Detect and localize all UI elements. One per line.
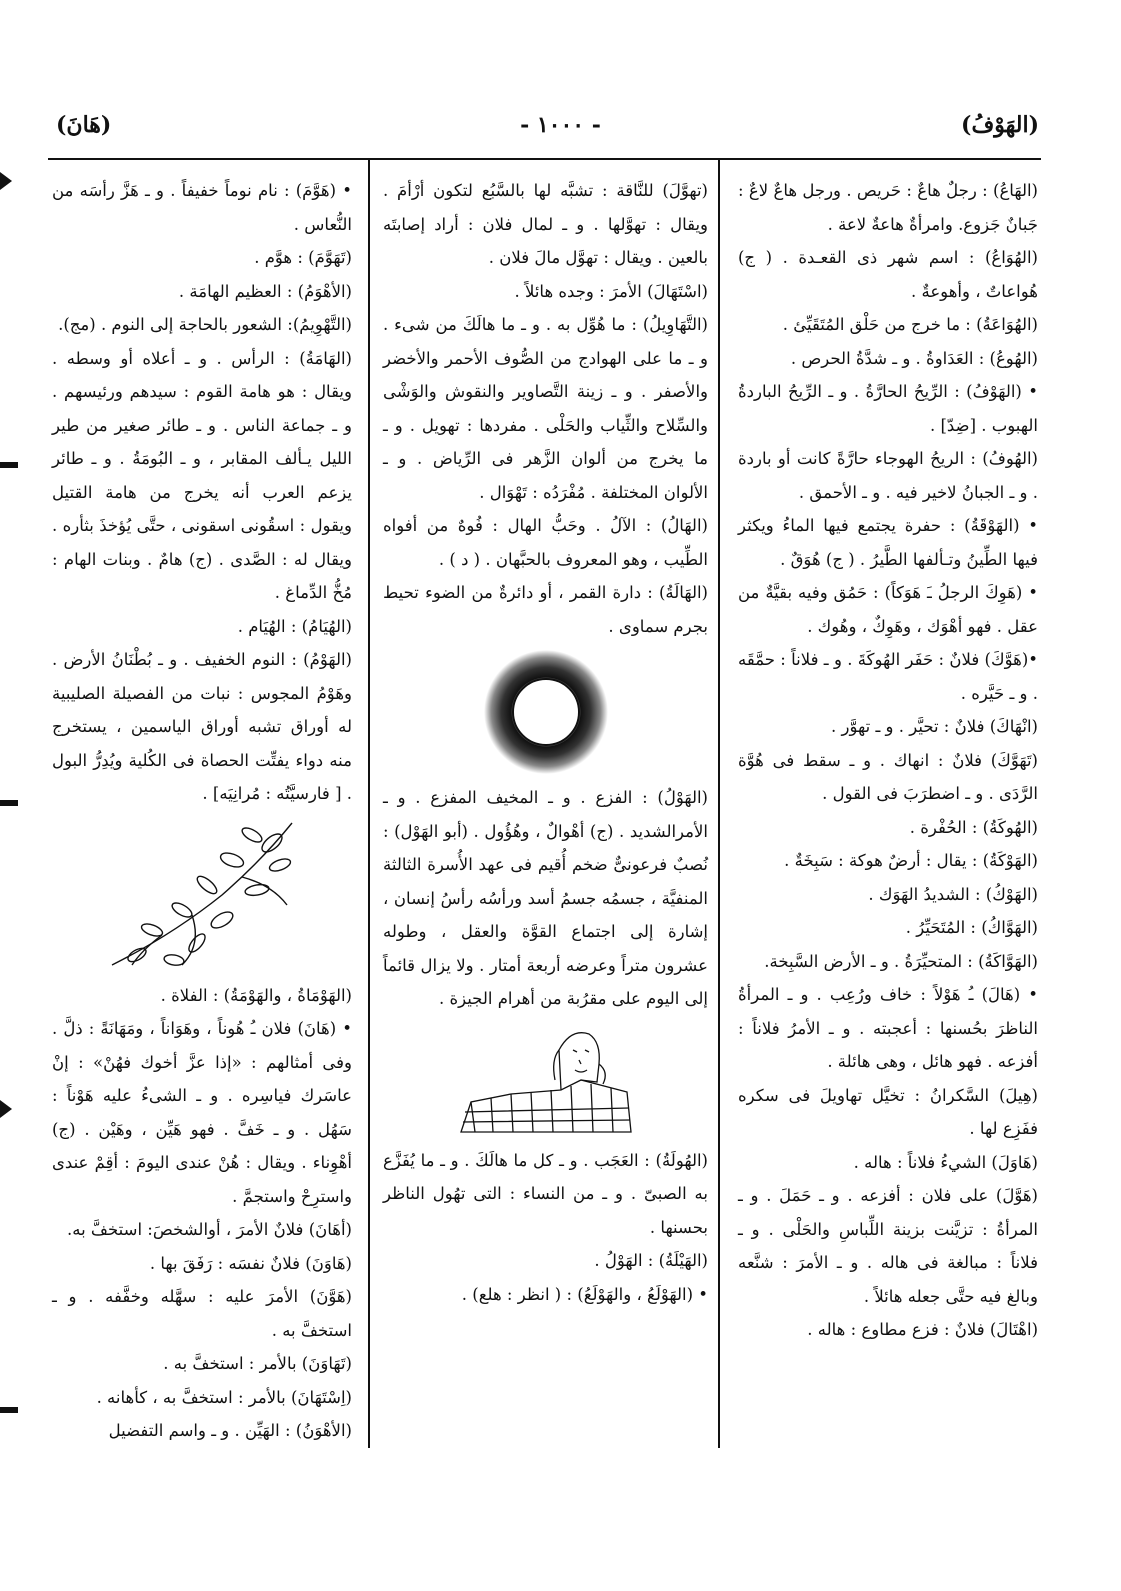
left-column — [52, 174, 352, 1448]
entry: (الهَوْكَةُ) : يقال : أرضٌ هوكة : سَبِخَةٌ . — [784, 851, 1038, 870]
entry: (هَاوَنَ) فلانٌ نفسَه : رَفَقَ بها . — [149, 1253, 352, 1273]
entry: (تَهَوَّكَ) فلانٌ : انهاك . و ـ سقط فى هُوَّة الرَّدَى . و ـ اضطرَبَ فى القول . — [738, 750, 1038, 803]
entry: (الهَوَّاكُ) : المُتَحَيِّرُ . — [905, 918, 1038, 937]
header-entry-right: (الهَوْفُ) — [961, 112, 1039, 138]
entry: (الهُوعُ) : العَدَاوةُ . و ـ شدَّةُ الحرص . — [790, 348, 1038, 368]
header-rule — [48, 158, 1041, 160]
entry: (اِسْتَهَانَ) بالأمر : استخفَّ به ، كأهانه . — [96, 1387, 352, 1407]
entry: (تَهَاوَنَ) بالأمر : استخفَّ به . — [163, 1354, 352, 1373]
entry: (الهَاعُ) : رجلٌ هاعٌ : حَريص . ورجل هاعٌ لاعٌ : جَبانٌ جَزوع. وامرأةٌ هاعةٌ لاعة . — [738, 181, 1038, 234]
page-number: - ١٠٠٠ - — [520, 112, 601, 138]
entry: (الهُوَاعُ) : اسم شهر ذى القعـدة . ( ج) هُواعاتٌ ، وأهوعةٌ . — [738, 248, 1038, 301]
column-divider-right — [718, 158, 720, 1448]
entry: (الأهْوَنُ) : الهَيِّن . و ـ واسم التفضيل — [108, 1421, 352, 1440]
entry: • (هَانَ) فلان ـُ هُوناً ، وهَوَاناً ، ومَهَانَةً : ذلَّ . وفى أمثالهم : «إذا عزَّ أخوك فهُنْ» : إنْ عاسَرك فياسِره . و ـ الشىءُ عليه هَوْناً : سَهُل . و ـ خَفَّ . فهو هَيِّن ، وهَيْن . (ج) أهْوِناء . ويقال : هُنْ عندى اليومَ : أقِمْ عندى واسترِحْ واستجمَّ . — [52, 1019, 352, 1206]
entry: (اسْتَهَالَ) الأمرَ : وجده هائلاً . — [514, 281, 708, 301]
entry: (هَوَّلَ) على فلان : أفزعه . و ـ حَمَلَ . و ـ المرأةُ : تزيَّنت بزينة اللِّباسِ والحَلْى . و ـ فلاناً : مبالغة فى هاله . و ـ الأمرَ : شنَّعه وبالغ فيه حتَّى جعله هائلاً . — [738, 1186, 1038, 1306]
entry: (الهُيَامُ) : الهُيَام . — [237, 616, 352, 636]
entry: (تَهَوَّمَ) : هوَّم . — [254, 248, 352, 267]
margin-bar-marker — [0, 462, 18, 468]
margin-arrow-marker — [0, 172, 12, 190]
entry: (الهُوفُ) : الريحُ الهوجاء حارَّةً كانت أو باردة . و ـ الجبانُ لاخير فيه . و ـ الأحمق . — [738, 449, 1038, 502]
entry: (الهَوْمَاةُ ، والهَوْمَةُ) : الفلاة . — [160, 985, 352, 1005]
middle-column — [383, 174, 708, 1311]
entry: (الهُوكَةُ) : الحُفْرة . — [909, 817, 1038, 837]
entry: • (الهَوْفُ) : الرِّيحُ الحارَّةُ . و ـ الرِّيحُ الباردةُ الهبوب . [ضِدّ] . — [738, 382, 1038, 435]
entry: (التَّهْوِيمُ): الشعور بالحاجة إلى النوم . (مج). — [58, 315, 352, 334]
entry: (التَّهَاوِيلُ) : ما هُوِّل به . و ـ ما هالَكَ من شىء . و ـ ما على الهوادج من الصُّوف الأحمر والأخضر والأصفر . و ـ زينة التَّصاوير والنقوش والوَشْى والسِّلاح والثِّياب والحَلْى . مفردها : تهويل . و ـ ما يخرج من ألوان الزَّهر فى الرِّياض . و ـ الألوان المختلفة . مُفْرَدُه : تَهْوَال . — [383, 315, 708, 502]
entry: (الأهْوَمُ) : العظيم الهامَة . — [178, 281, 352, 301]
entry: (أهَانَ) فلانٌ الأمرَ ، أوالشخصَ: استخفَّ به. — [67, 1220, 352, 1239]
right-column — [738, 174, 1038, 1347]
entry: (هَوَّنَ) الأمرَ عليه : سهَّله وخفَّفه . و ـ استخفَّ به . — [52, 1287, 352, 1340]
entry: (اهْتَالَ) فلانٌ : فزع مطاوع : هاله . — [807, 1320, 1038, 1339]
entry: (الهَوَّاكَةُ) : المتحيِّرَةُ . و ـ الأرض السَّبِخة. — [764, 951, 1038, 971]
entry: • (الهَوْلَعُ ، والهَوْلَعُ) : ( انظر : هلع) . — [461, 1284, 708, 1304]
entry: (تهوَّلَ) للنَّاقة : تشبَّه لها بالسَّبُع لتكون أرْأمَ . ويقال : تهوَّلها . و ـ لمال فلان : أراد إصابتَه بالعين . ويقال : تهوَّل مالَ فلان . — [383, 181, 708, 267]
entry: • (هَالَ) ـُ هَوْلاً : خاف ورُعِب . و ـ المرأةُ الناظرَ بحُسنها : أعجبته . و ـ الأمرُ فلاناً : أفزعه . فهو هائل ، وهى هائلة . — [738, 985, 1038, 1071]
column-divider-left — [368, 158, 370, 1448]
margin-bar-marker — [0, 800, 18, 806]
entry: (هَاوَلَ) الشيءُ فلاناً : هاله . — [853, 1152, 1038, 1172]
entry: (الهُولَةُ) : العَجَب . و ـ كل ما هالَكَ . و ـ ما يُفَزَّع به الصبىّ . و ـ من النساء : التى تهُول الناظر بحسنها . — [383, 1150, 708, 1237]
entry: (انْهَاكَ) فلانٌ : تحيَّر . و ـ تهوَّر . — [831, 717, 1038, 736]
entry: (الهُوَاعَةُ) : ما خرج من حَلْق المُتَقَيِّئ . — [782, 315, 1038, 334]
entry: (الهَامَةُ) : الرأس . و ـ أعلاه أو وسطه . ويقال : هو هامة القوم : سيدهم ورئيسهم . و ـ جماعة الناس . و ـ طائر صغير من طير الليل يـألف المقابر ، و ـ البُومَةُ . و ـ طائر يزعم العرب أنه يخرج من هامة القتيل ويقول : اسقُونى اسقونى ، حتَّى يُؤخذَ بثأره . ويقال له : الصَّدى . (ج) هامٌ . وبنات الهام : مُخُّ الدِّماغ . — [52, 348, 352, 602]
entry: (الهَوْكُ) : الشديدُ الهَوَك . — [868, 884, 1038, 904]
entry: (الهَيْلَةُ) : الهَوْلُ . — [594, 1251, 708, 1270]
plant-illustration — [102, 815, 302, 975]
entry: (الهَوْمُ) : النوم الخفيف . و ـ بُطْنَانُ الأرض . وهَوْمُ المجوس : نبات من الفصيلة الصليبية له أوراق تشبه أوراق الياسمين ، يستخرج منه دواء يفتِّت الحصاة فى الكُلية ويُدِرُّ البول . [ فارسيَّتُه : مُرانِيَه] . — [52, 650, 352, 803]
margin-arrow-marker — [0, 1100, 12, 1118]
entry: (هِيلَ) السَّكرانُ : تخيَّل تهاويلَ فى سكره ففَزِع لها . — [738, 1085, 1038, 1138]
entry: (الهَالُ) : الآلُ . وحَبُّ الهال : فُوهٌ من أفواه الطِّيب ، وهو المعروف بالحبَّهان . ( د ) . — [383, 516, 708, 569]
entry: (الهَوْلُ) : الفزع . و ـ المخيف المفزع . و ـ الأمرالشديد . (ج) أهْوالٌ ، وهُؤُول . (أبو الهَوْل) : نُصبٌ فرعونىٌّ ضخم أُقيم فى عهد الأُسرة الثالثة المنفيَّة ، جسمُه جسمُ أسد ورأسُه رأسُ إنسان ، إشارة إلى اجتماع القوَّة والعقل ، وطوله عشرون متراً وعرضه أربعة أمتار . ولا يزال قائماً إلى اليوم على مقرُبة من أهرام الجيزة . — [383, 788, 708, 1008]
halo-illustration — [481, 647, 611, 777]
entry: • (هَوَّمَ) : نام نوماً خفيفاً . و ـ هَزَّ رأسَه من النُّعاس . — [52, 181, 352, 234]
header-entry-left: (هَانَ) — [56, 112, 112, 138]
entry: •(هَوَّكَ) فلانٌ : حَفَر الهُوكَةَ . و ـ فلاناً : حمَّقَه . و ـ حَيَّره . — [738, 650, 1038, 703]
margin-bar-marker — [0, 1407, 18, 1413]
entry: • (الهَوْقَةُ) : حفرة يجتمع فيها الماءُ ويكثر فيها الطِّينُ وتـألفها الطَّيرُ . ( ج) هُوَقٌ . — [738, 516, 1038, 569]
sphinx-illustration — [451, 1020, 641, 1140]
entry: • (هَوِكَ الرجلُ ـَ هَوَكاً) : حَمُق وفيه بقيَّةٌ من عقل . فهو أهْوَك ، وهَوِكٌ ، وهُوك . — [738, 583, 1038, 636]
entry: (الهَالَةُ) : دارة القمر ، أو دائرةٌ من الضوء تحيط بجرم سماوى . — [383, 583, 708, 636]
